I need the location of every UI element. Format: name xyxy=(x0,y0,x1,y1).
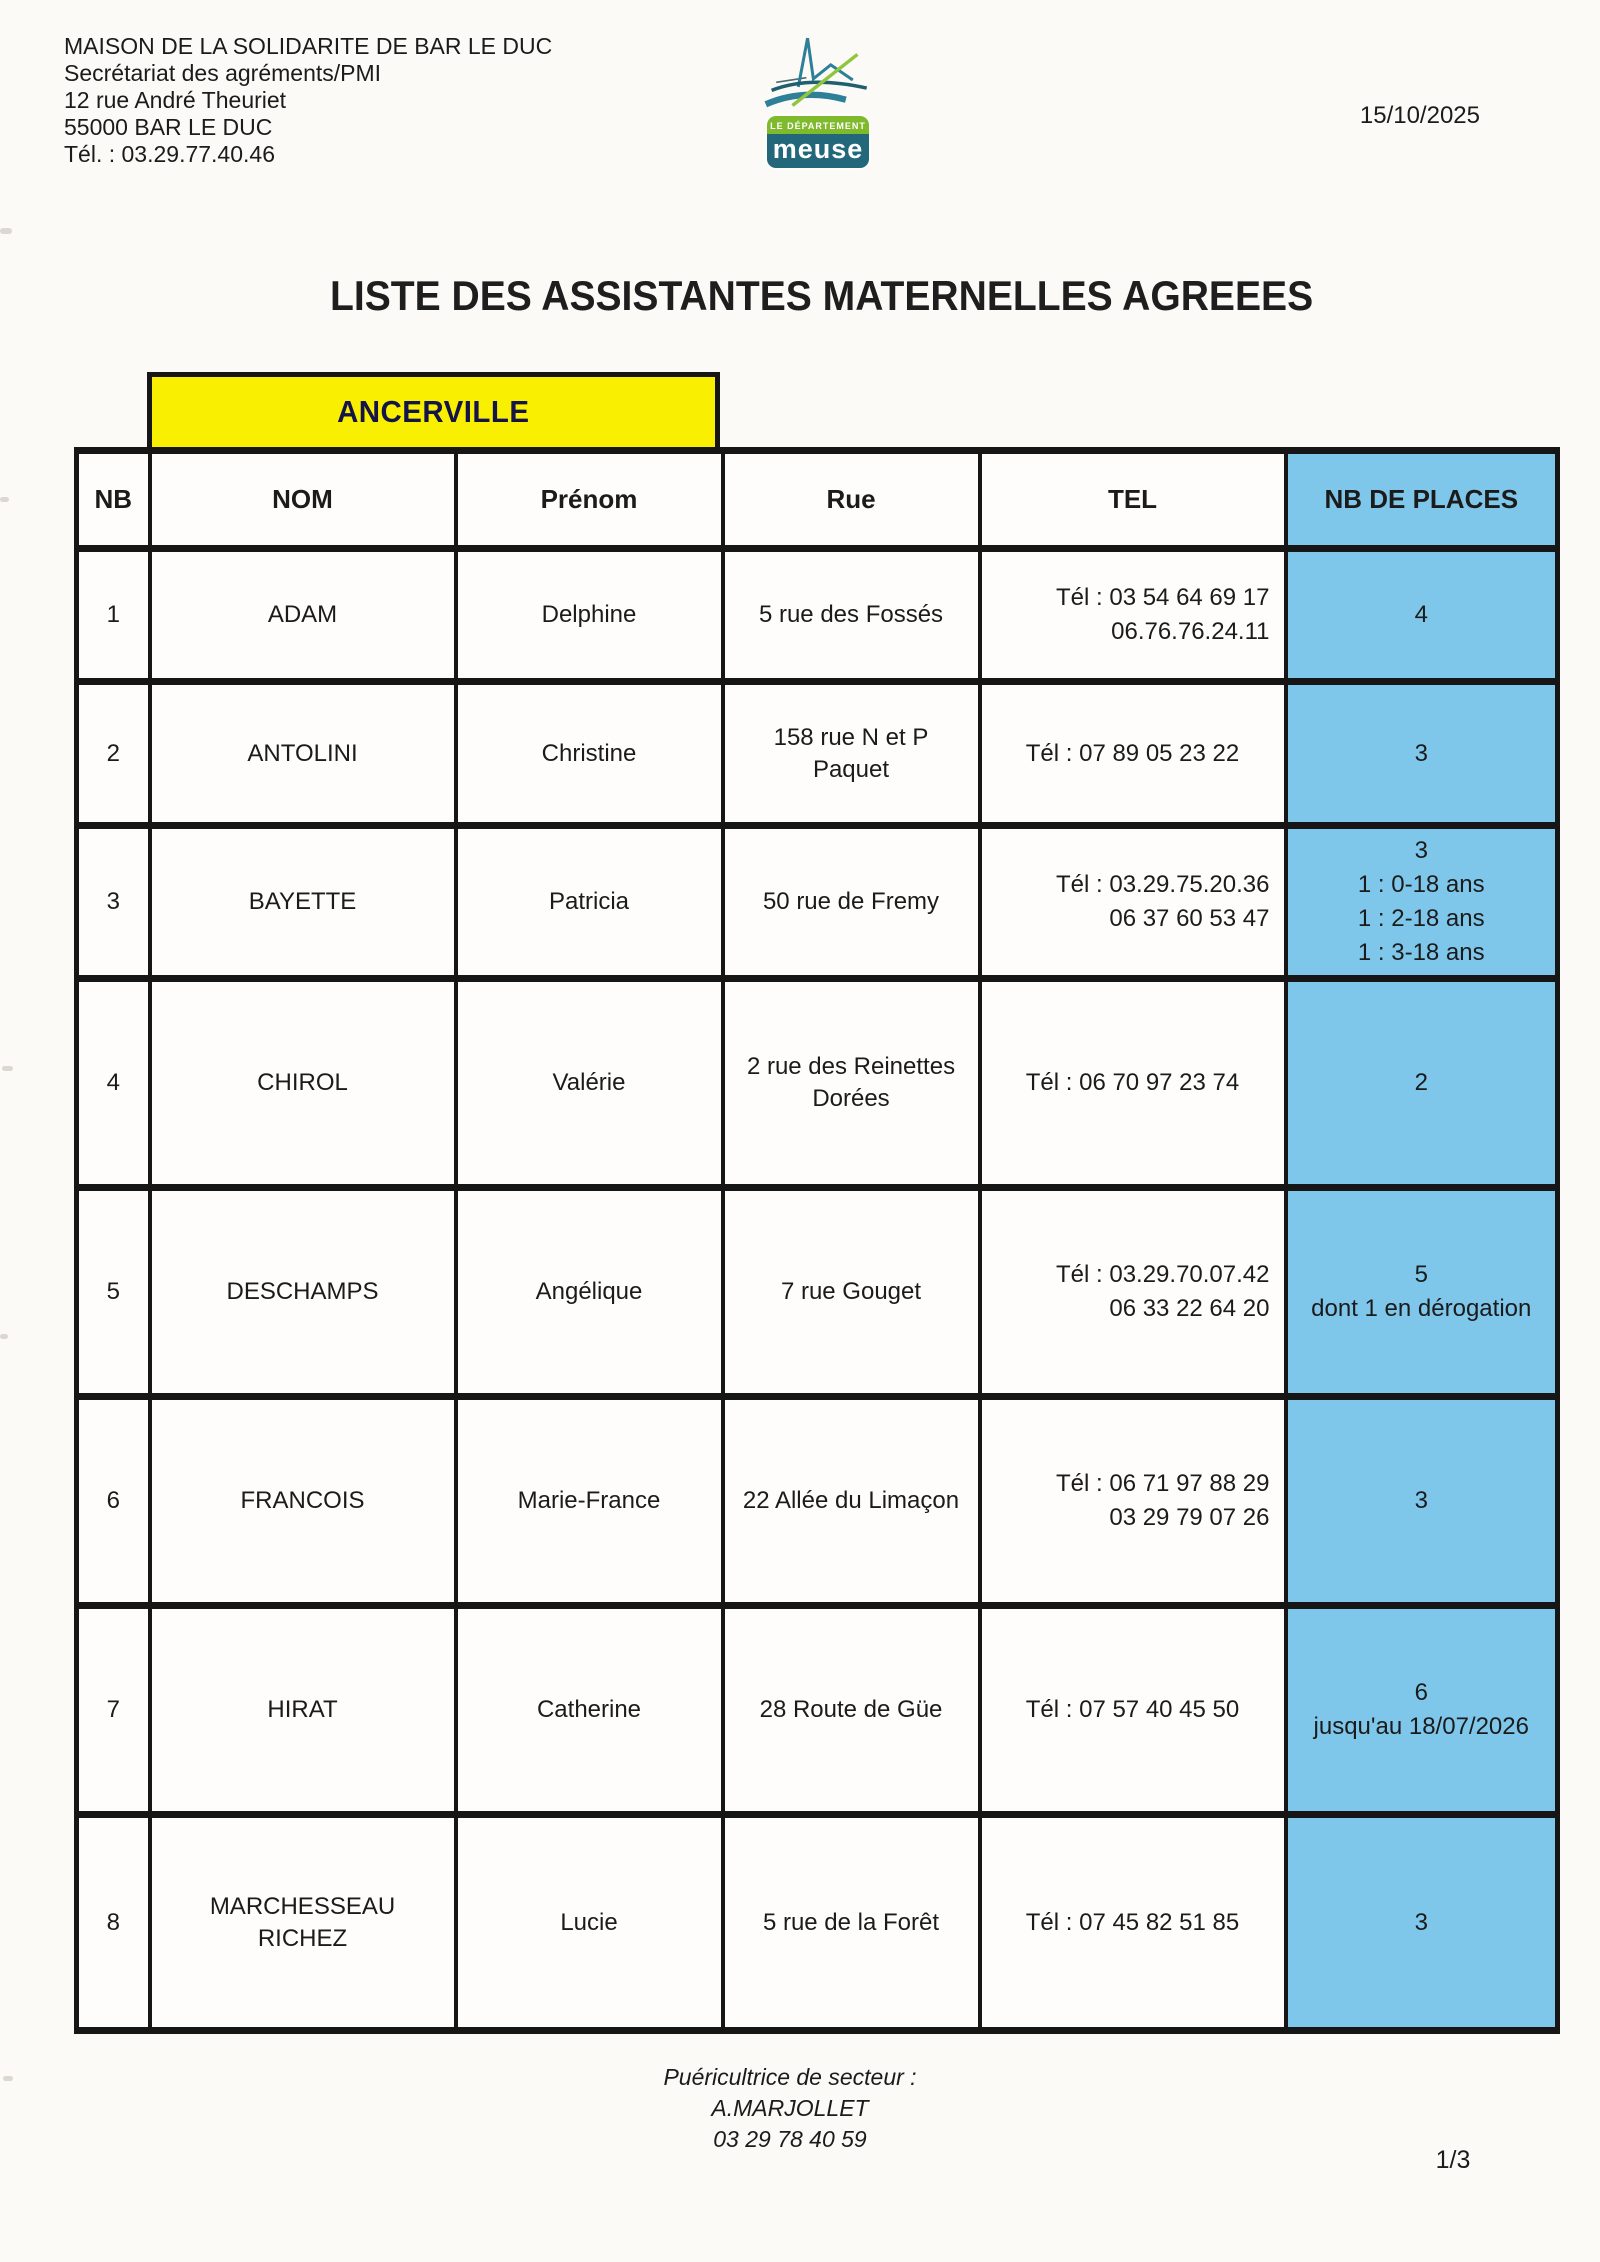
column-header: TEL xyxy=(980,451,1286,549)
cell-tel: Tél : 06 71 97 88 29 03 29 79 07 26 xyxy=(980,1397,1286,1606)
scan-artifact xyxy=(3,2076,13,2081)
scan-artifact xyxy=(0,228,12,234)
org-street: 12 rue André Theuriet xyxy=(64,87,287,113)
cell-nom: BAYETTE xyxy=(150,826,456,979)
cell-nb: 6 xyxy=(77,1397,150,1606)
page-title: LISTE DES ASSISTANTES MATERNELLES AGREEES xyxy=(330,272,1314,319)
cell-places: 3 xyxy=(1286,682,1558,826)
cell-prenom: Patricia xyxy=(456,826,723,979)
cell-rue: 158 rue N et P Paquet xyxy=(723,682,980,826)
table-row xyxy=(77,682,1558,826)
cell-tel: Tél : 07 45 82 51 85 xyxy=(980,1815,1286,2031)
cell-nb: 3 xyxy=(77,826,150,979)
cell-nom: DESCHAMPS xyxy=(150,1188,456,1397)
commune-name: ANCERVILLE xyxy=(337,394,530,429)
footer-phone: 03 29 78 40 59 xyxy=(713,2126,867,2152)
logo-meuse-text: meuse xyxy=(767,134,869,168)
table-row xyxy=(77,826,1558,979)
cell-tel: Tél : 07 89 05 23 22 xyxy=(980,682,1286,826)
cell-nom: FRANCOIS xyxy=(150,1397,456,1606)
cell-places: 3 1 : 0-18 ans 1 : 2-18 ans 1 : 3-18 ans xyxy=(1286,826,1558,979)
cell-rue: 50 rue de Fremy xyxy=(723,826,980,979)
cell-prenom: Catherine xyxy=(456,1606,723,1815)
cell-nb: 7 xyxy=(77,1606,150,1815)
landscape-logo-icon xyxy=(760,26,876,120)
commune-banner xyxy=(147,372,720,447)
logo-department-text: LE DÉPARTEMENT xyxy=(767,116,869,134)
cell-prenom: Angélique xyxy=(456,1188,723,1397)
meuse-department-logo xyxy=(758,26,878,168)
cell-tel: Tél : 03.29.70.07.42 06 33 22 64 20 xyxy=(980,1188,1286,1397)
cell-nb: 5 xyxy=(77,1188,150,1397)
cell-rue: 22 Allée du Limaçon xyxy=(723,1397,980,1606)
column-header: Prénom xyxy=(456,451,723,549)
cell-nom: CHIROL xyxy=(150,979,456,1188)
document-date: 15/10/2025 xyxy=(1359,102,1480,129)
cell-tel: Tél : 06 70 97 23 74 xyxy=(980,979,1286,1188)
cell-prenom: Lucie xyxy=(456,1815,723,2031)
cell-nb: 4 xyxy=(77,979,150,1188)
org-city: 55000 BAR LE DUC xyxy=(64,114,273,140)
org-service: Secrétariat des agréments/PMI xyxy=(64,60,382,86)
logo-label xyxy=(767,116,869,168)
cell-rue: 5 rue des Fossés xyxy=(723,549,980,682)
scan-artifact xyxy=(2,1066,13,1071)
cell-prenom: Delphine xyxy=(456,549,723,682)
footer-name: A.MARJOLLET xyxy=(711,2095,869,2121)
scan-artifact xyxy=(0,1334,8,1339)
scan-artifact xyxy=(0,497,9,502)
cell-prenom: Marie-France xyxy=(456,1397,723,1606)
table-row xyxy=(77,1188,1558,1397)
table-row xyxy=(77,1606,1558,1815)
cell-rue: 28 Route de Güe xyxy=(723,1606,980,1815)
cell-rue: 2 rue des Reinettes Dorées xyxy=(723,979,980,1188)
cell-places: 5 dont 1 en dérogation xyxy=(1286,1188,1558,1397)
cell-places: 6 jusqu'au 18/07/2026 xyxy=(1286,1606,1558,1815)
org-name: MAISON DE LA SOLIDARITE DE BAR LE DUC xyxy=(64,33,553,59)
cell-places: 2 xyxy=(1286,979,1558,1188)
cell-nb: 2 xyxy=(77,682,150,826)
cell-tel: Tél : 03 54 64 69 17 06.76.76.24.11 xyxy=(980,549,1286,682)
cell-places: 3 xyxy=(1286,1397,1558,1606)
column-header: Rue xyxy=(723,451,980,549)
cell-places: 3 xyxy=(1286,1815,1558,2031)
org-phone: Tél. : 03.29.77.40.46 xyxy=(64,141,275,167)
org-address-block xyxy=(64,33,552,168)
cell-nom: MARCHESSEAU RICHEZ xyxy=(150,1815,456,2031)
column-header: NB DE PLACES xyxy=(1286,451,1558,549)
table-row xyxy=(77,549,1558,682)
assistantes-table xyxy=(74,447,1560,2034)
cell-prenom: Christine xyxy=(456,682,723,826)
page-number: 1/3 xyxy=(1435,2146,1471,2174)
column-header: NOM xyxy=(150,451,456,549)
cell-places: 4 xyxy=(1286,549,1558,682)
cell-prenom: Valérie xyxy=(456,979,723,1188)
cell-nb: 1 xyxy=(77,549,150,682)
table-row xyxy=(77,1815,1558,2031)
cell-nom: HIRAT xyxy=(150,1606,456,1815)
cell-tel: Tél : 07 57 40 45 50 xyxy=(980,1606,1286,1815)
cell-rue: 5 rue de la Forêt xyxy=(723,1815,980,2031)
cell-nb: 8 xyxy=(77,1815,150,2031)
table-header-row xyxy=(77,451,1558,549)
cell-rue: 7 rue Gouget xyxy=(723,1188,980,1397)
cell-nom: ADAM xyxy=(150,549,456,682)
cell-tel: Tél : 03.29.75.20.36 06 37 60 53 47 xyxy=(980,826,1286,979)
footer-role: Puéricultrice de secteur : xyxy=(663,2064,917,2090)
table-row xyxy=(77,1397,1558,1606)
column-header: NB xyxy=(77,451,150,549)
cell-nom: ANTOLINI xyxy=(150,682,456,826)
table-row xyxy=(77,979,1558,1188)
footer-block xyxy=(480,2062,1100,2155)
